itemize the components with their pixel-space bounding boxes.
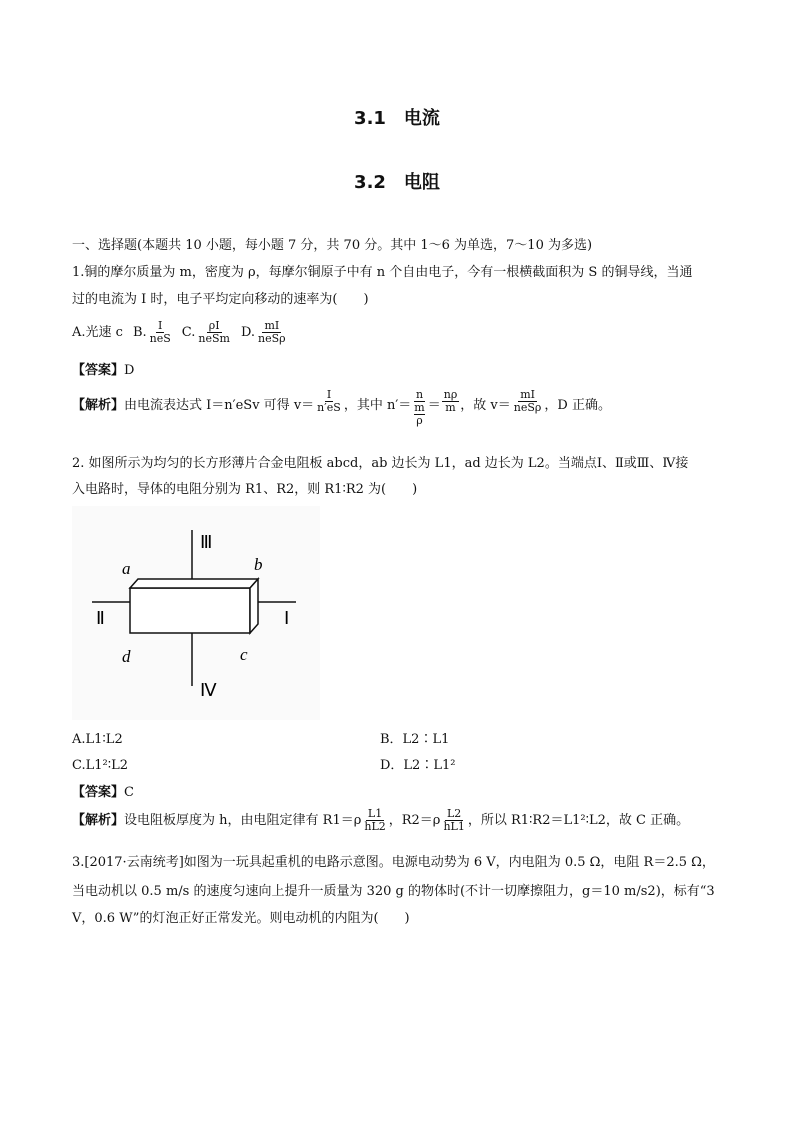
label-terminal-i: Ⅰ bbox=[284, 608, 290, 628]
fraction-denominator: hL2 bbox=[364, 820, 386, 833]
q2-analysis-fraction-2 bbox=[441, 808, 466, 833]
label-corner-d: d bbox=[122, 647, 131, 666]
page-title-current: 3.1 电流 bbox=[354, 108, 440, 129]
q2-analysis-fraction-1 bbox=[362, 808, 387, 833]
q2-analysis bbox=[72, 808, 689, 833]
section-header: 一、选择题(本题共 10 小题，每小题 7 分，共 70 分。其中 1～6 为单选，7～10 为多选) bbox=[72, 238, 593, 253]
q2-stem-line2: 入电路时，导体的电阻分别为 R1、R2，则 R1∶R2 为( ) bbox=[72, 482, 418, 497]
analysis-text: ＝ bbox=[427, 398, 441, 413]
analysis-text: 由电流表达式 I＝n′eSv 可得 v＝ bbox=[124, 398, 315, 413]
q1-analysis-fraction-4 bbox=[512, 389, 544, 414]
q1-analysis-fraction-3 bbox=[442, 389, 460, 414]
plate-side-face bbox=[250, 579, 258, 633]
q1-analysis-fraction-1 bbox=[315, 389, 343, 414]
q2-stem-line1: 2. 如图所示为均匀的长方形薄片合金电阻板 abcd，ab 边长为 L1，ad 边长为 L2。当端点Ⅰ、Ⅱ或Ⅲ、Ⅳ接 bbox=[72, 456, 689, 471]
q1-option-a: A.光速 c bbox=[72, 324, 123, 340]
answer-value: D bbox=[124, 363, 135, 378]
analysis-tag: 【解析】 bbox=[72, 398, 125, 413]
analysis-text: 设电阻板厚度为 h，由电阻定律有 R1＝ρ bbox=[124, 812, 362, 828]
q1-stem-line2: 过的电流为 I 时，电子平均定向移动的速率为( ) bbox=[72, 292, 369, 307]
fraction-denominator: neSρ bbox=[258, 332, 286, 345]
analysis-tag: 【解析】 bbox=[72, 812, 125, 828]
q1-option-c-fraction bbox=[196, 320, 232, 345]
q2-option-b: B．L2∶L1 bbox=[380, 732, 450, 747]
q1-option-c-label: C. bbox=[181, 324, 196, 340]
label-terminal-ii: Ⅱ bbox=[96, 608, 105, 628]
q1-option-b-fraction bbox=[148, 320, 173, 345]
q1-stem-line1: 1.铜的摩尔质量为 m，密度为 ρ，每摩尔铜原子中有 n 个自由电子，今有一根横截面积为 S 的铜导线，当通 bbox=[72, 265, 693, 280]
q3-stem-line3: V，0.6 W”的灯泡正好正常发光。则电动机的内阻为( ) bbox=[72, 911, 410, 926]
q3-stem-line1: 3.[2017·云南统考]如图为一玩具起重机的电路示意图。电源电动势为 6 V，内电阻为 0.5 Ω，电阻 R＝2.5 Ω， bbox=[72, 855, 715, 870]
label-corner-a: a bbox=[122, 559, 131, 578]
plate-front-face bbox=[130, 588, 250, 633]
q2-option-d: D．L2∶L1² bbox=[380, 758, 456, 773]
fraction-numerator: n bbox=[415, 388, 424, 401]
q1-option-d-fraction bbox=[256, 320, 288, 345]
q3-stem-line2: 当电动机以 0.5 m/s 的速度匀速向上提升一质量为 320 g 的物体时(不计一切摩擦阻力，g＝10 m/s2)，标有“3 bbox=[72, 884, 715, 899]
fraction-numerator: I bbox=[326, 388, 332, 401]
q2-option-a: A.L1∶L2 bbox=[72, 732, 123, 747]
label-terminal-iv: Ⅳ bbox=[200, 680, 217, 700]
analysis-text: ，故 v＝ bbox=[460, 398, 511, 413]
resistor-plate-figure bbox=[72, 506, 320, 720]
fraction-numerator: nρ bbox=[443, 388, 458, 401]
fraction-denominator: neSm bbox=[198, 332, 230, 345]
label-terminal-iii: Ⅲ bbox=[200, 532, 213, 552]
q1-option-b-label: B. bbox=[132, 324, 147, 340]
fraction-denominator bbox=[412, 402, 426, 427]
label-corner-c: c bbox=[240, 645, 248, 664]
fraction-denominator: neS bbox=[149, 332, 171, 345]
fraction-numerator: L2 bbox=[446, 807, 462, 820]
answer-tag: 【答案】 bbox=[72, 363, 125, 378]
page-title-resistance: 3.2 电阻 bbox=[354, 172, 440, 193]
q1-analysis bbox=[72, 386, 611, 427]
q1-analysis-fraction-2 bbox=[412, 389, 426, 427]
plate-top-face bbox=[130, 579, 258, 588]
answer-value: C bbox=[124, 785, 134, 800]
nested-denominator: ρ bbox=[416, 414, 423, 427]
nested-numerator: m bbox=[414, 401, 425, 414]
fraction-numerator: ρI bbox=[208, 319, 220, 332]
fraction-denominator: m bbox=[445, 401, 456, 414]
q1-option-d-label: D. bbox=[240, 324, 256, 340]
analysis-text: ，其中 n′＝ bbox=[343, 398, 412, 413]
fraction-denominator: neSρ bbox=[513, 401, 542, 414]
fraction-denominator: n′eS bbox=[317, 401, 341, 414]
q1-answer bbox=[72, 361, 134, 381]
fraction-denominator: hL1 bbox=[443, 820, 465, 833]
answer-tag: 【答案】 bbox=[72, 785, 125, 800]
fraction-numerator: mI bbox=[520, 388, 535, 401]
analysis-text: ，R2＝ρ bbox=[388, 812, 441, 828]
analysis-text: ，D 正确。 bbox=[544, 398, 611, 413]
fraction-numerator: L1 bbox=[367, 807, 383, 820]
q2-answer bbox=[72, 783, 134, 803]
fraction-numerator: mI bbox=[264, 319, 280, 332]
label-corner-b: b bbox=[254, 555, 263, 574]
fraction-numerator: I bbox=[158, 319, 163, 332]
q2-option-c: C.L1²∶L2 bbox=[72, 758, 129, 773]
q1-options bbox=[72, 320, 289, 345]
analysis-text: ，所以 R1∶R2＝L1²∶L2，故 C 正确。 bbox=[467, 812, 690, 828]
